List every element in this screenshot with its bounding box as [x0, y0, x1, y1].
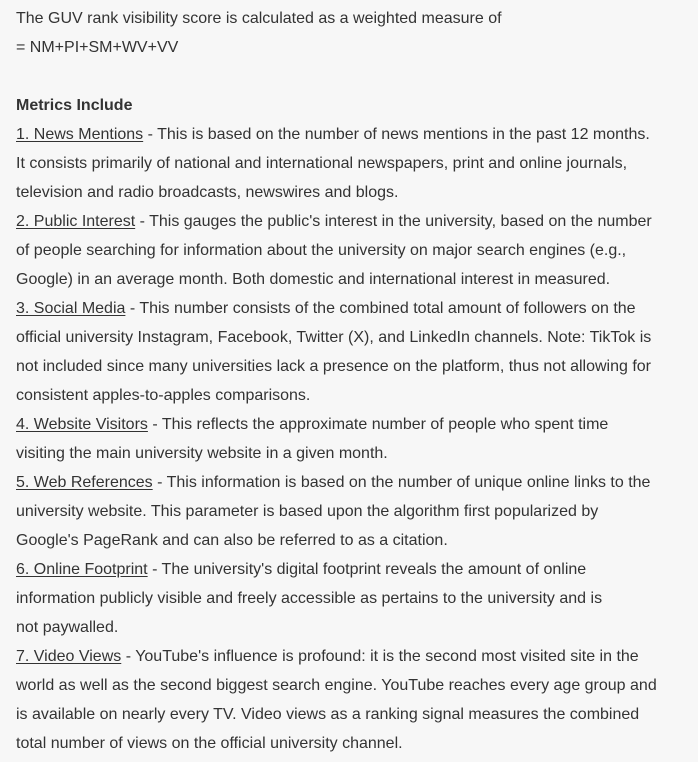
metric-description: Google) in an average month. Both domestic and international interest in measured.	[16, 271, 611, 288]
metric-title-public-interest: 2. Public Interest	[16, 213, 136, 230]
metric-description: - This gauges the public's interest in the university, based on the number	[135, 213, 652, 230]
metric-online-footprint	[16, 555, 698, 642]
metric-description: of people searching for information about the university on major search engines (e.g.,	[16, 242, 627, 259]
metric-news-mentions	[16, 120, 698, 207]
metric-description: official university Instagram, Facebook, Twitter (X), and LinkedIn channels. Note: TikTok is	[16, 329, 652, 346]
metric-description: is available on nearly every TV. Video views as a ranking signal measures the combined	[16, 706, 640, 723]
metric-description: not paywalled.	[16, 619, 119, 636]
metric-description: - The university's digital footprint reveals the amount of online	[147, 561, 587, 578]
intro-text: The GUV rank visibility score is calculated as a weighted measure of	[16, 10, 502, 27]
metric-public-interest	[16, 207, 698, 294]
metric-title-online-footprint: 6. Online Footprint	[16, 561, 148, 578]
score-formula: = NM+PI+SM+WV+VV	[16, 39, 179, 56]
metric-title-video-views: 7. Video Views	[16, 648, 122, 665]
metric-title-news-mentions: 1. News Mentions	[16, 126, 144, 143]
metric-description: It consists primarily of national and international newspapers, print and online journals,	[16, 155, 628, 172]
metric-description: information publicly visible and freely accessible as pertains to the university and is	[16, 590, 603, 607]
metrics-heading: Metrics Include	[16, 97, 133, 114]
metric-description: - This number consists of the combined total amount of followers on the	[125, 300, 636, 317]
metrics-list	[16, 120, 698, 758]
metric-description: visiting the main university website in a given month.	[16, 445, 388, 462]
metric-web-references	[16, 468, 698, 555]
metric-description: Google's PageRank and can also be referred to as a citation.	[16, 532, 448, 549]
metric-video-views	[16, 642, 698, 758]
metric-title-social-media: 3. Social Media	[16, 300, 126, 317]
metric-description: - This information is based on the number of unique online links to the	[152, 474, 651, 491]
metric-title-web-references: 5. Web References	[16, 474, 153, 491]
metric-description: total number of views on the official university channel.	[16, 735, 403, 752]
metric-description: not included since many universities lack a presence on the platform, thus not allowing for	[16, 358, 652, 375]
metric-description: consistent apples-to-apples comparisons.	[16, 387, 311, 404]
metric-description: university website. This parameter is based upon the algorithm first popularized by	[16, 503, 599, 520]
metric-social-media	[16, 294, 698, 410]
metric-description: - This reflects the approximate number of people who spent time	[147, 416, 609, 433]
metric-description: television and radio broadcasts, newswires and blogs.	[16, 184, 399, 201]
metric-description: - YouTube's influence is profound: it is the second most visited site in the	[121, 648, 639, 665]
metric-description: world as well as the second biggest search engine. YouTube reaches every age group and	[16, 677, 657, 694]
metric-website-visitors	[16, 410, 698, 468]
metric-description: - This is based on the number of news mentions in the past 12 months.	[143, 126, 650, 143]
metric-title-website-visitors: 4. Website Visitors	[16, 416, 148, 433]
